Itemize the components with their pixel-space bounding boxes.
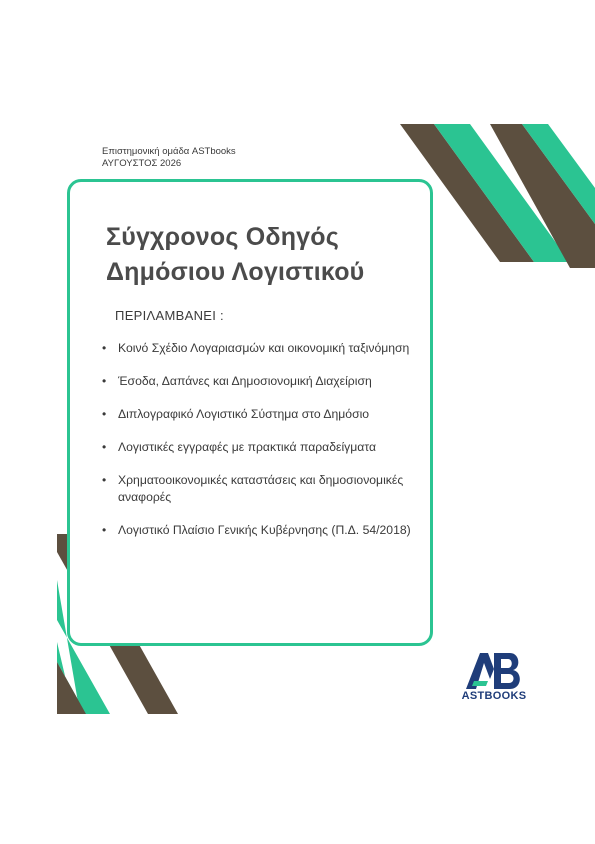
bullet-icon: •: [102, 523, 107, 537]
includes-label: ΠΕΡΙΛΑΜΒΑΝΕΙ :: [115, 308, 224, 323]
list-item-text: Κοινό Σχέδιο Λογαριασμών και οικονομική ταξινόμηση: [118, 341, 410, 355]
list-item-text: Λογιστικές εγγραφές με πρακτικά παραδείγματα: [118, 440, 377, 454]
author-line: Επιστημονική ομάδα ASTbooks: [102, 146, 236, 157]
publisher-logo: [446, 653, 542, 709]
book-title-line-1: Σύγχρονος Οδηγός: [106, 223, 339, 251]
bullet-icon: •: [102, 374, 107, 388]
cover-header: [102, 146, 236, 170]
logo-text: ASTBOOKS: [461, 690, 527, 702]
book-title: [106, 220, 364, 290]
bullet-icon: •: [102, 407, 107, 421]
list-item-text: Χρηματοοικονομικές καταστάσεις και δημοσιονομικές αναφορές: [118, 473, 404, 504]
list-item-text: Έσοδα, Δαπάνες και Δημοσιονομική Διαχείριση: [118, 374, 372, 388]
date-line: ΑΥΓΟΥΣΤΟΣ 2026: [102, 158, 182, 169]
bullet-icon: •: [102, 341, 107, 355]
bullet-icon: •: [102, 440, 107, 454]
cover-card: [67, 179, 433, 646]
ab-logo-icon: [464, 653, 524, 689]
list-item-text: Λογιστικό Πλαίσιο Γενικής Κυβέρνησης (Π.Δ. 54/2018): [118, 523, 411, 537]
list-item: [98, 406, 420, 423]
contents-list: [98, 340, 420, 555]
list-item-text: Διπλογραφικό Λογιστικό Σύστημα στο Δημόσιο: [118, 407, 370, 421]
list-item: [98, 472, 420, 506]
book-title-line-2: Δημόσιου Λογιστικού: [106, 258, 365, 286]
bullet-icon: •: [102, 473, 107, 487]
list-item: [98, 373, 420, 390]
list-item: [98, 522, 420, 539]
list-item: [98, 340, 420, 357]
list-item: [98, 439, 420, 456]
